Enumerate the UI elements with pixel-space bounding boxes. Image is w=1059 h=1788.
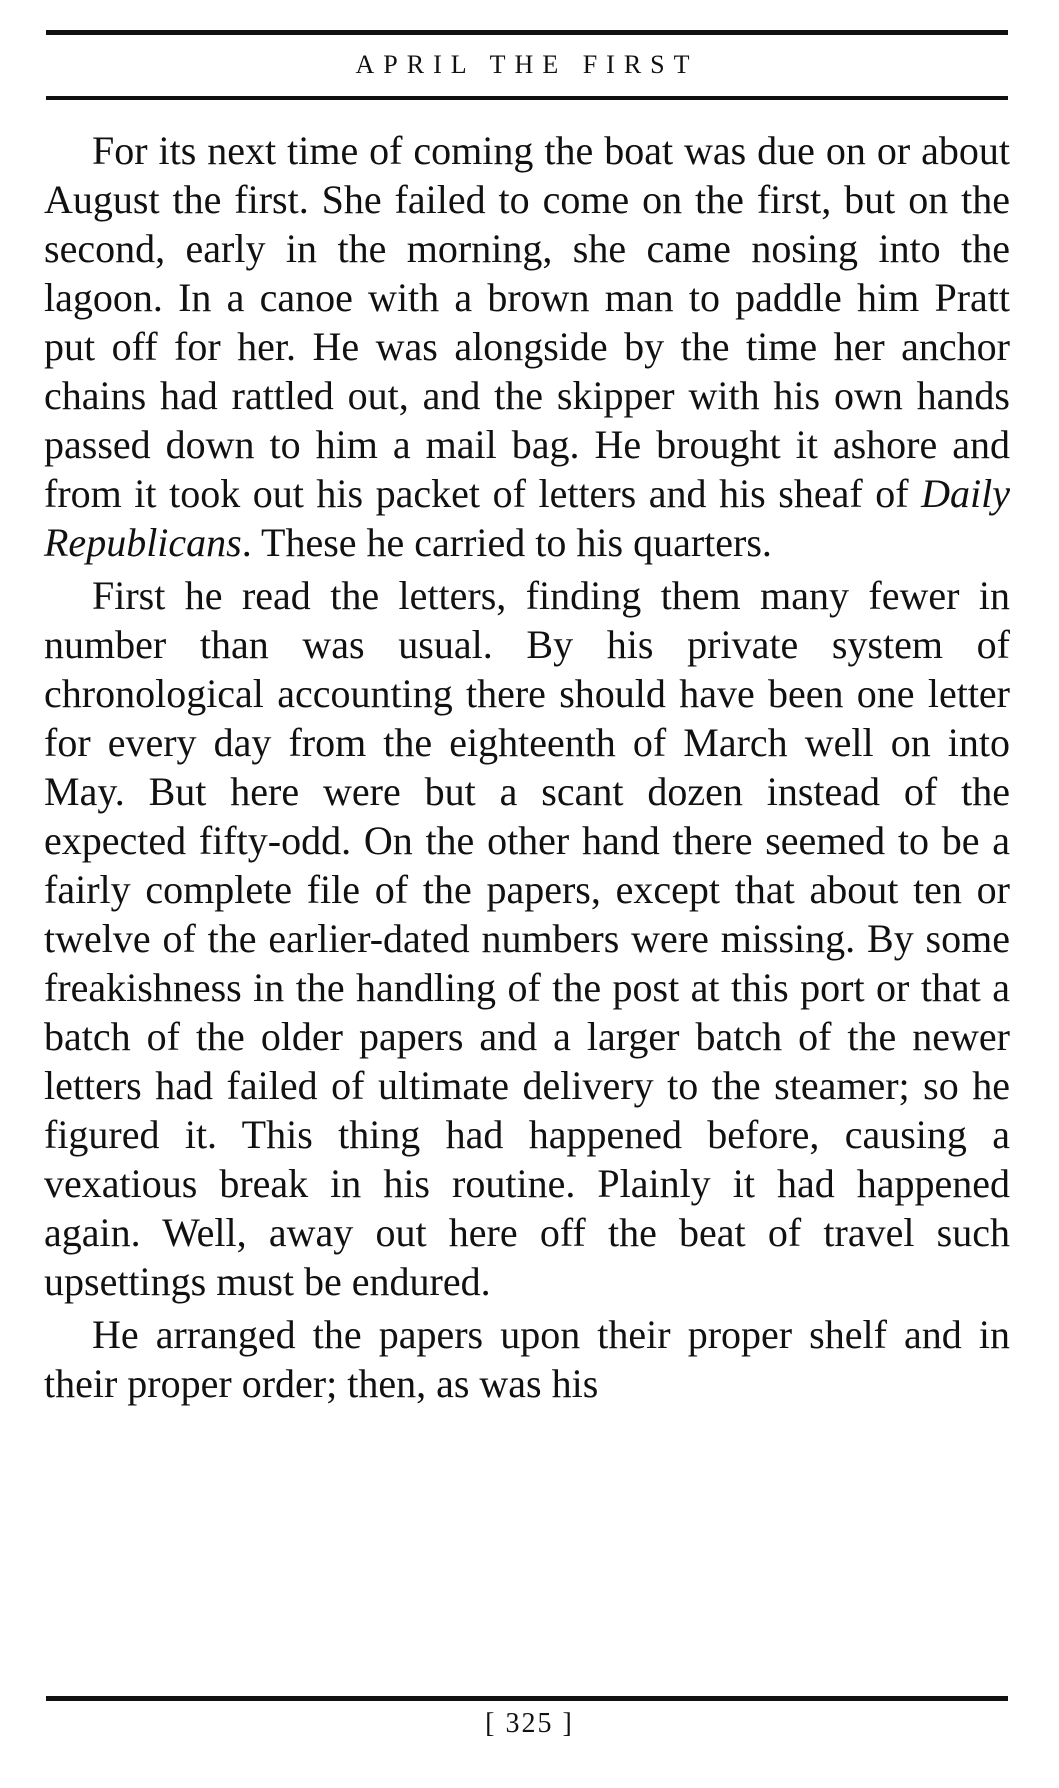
paragraph xyxy=(44,571,1010,1306)
head-rule xyxy=(46,96,1008,100)
paragraph xyxy=(44,126,1010,567)
top-rule xyxy=(46,30,1008,35)
body-text xyxy=(44,126,1010,1408)
bottom-rule xyxy=(46,1696,1008,1701)
text-run: He arranged the papers upon their proper shelf and in their proper order; then, as was his xyxy=(44,1312,1010,1406)
paragraph xyxy=(44,1310,1010,1408)
text-run: For its next time of coming the boat was due on or about August the first. She failed to come on the first, but on the second, early in the morning, she came nosing into the lagoon. In a canoe with a brown man to paddle him Pratt put off for her. He was alongside by the time her anchor chains had rattled out, and the skipper with his own hands passed down to him a mail bag. He brought it ashore and from it took out his packet of letters and his sheaf of xyxy=(44,128,1010,516)
text-run: First he read the letters, finding them many fewer in number than was usual. By his private system of chronological accounting there should have been one letter for every day from the eighteenth of March well on into May. But here were but a scant dozen instead of the expected fifty-odd. On the other hand there seemed to be a fairly complete file of the papers, except that about ten or twelve of the earlier-dated numbers were missing. By some freakishness in the handling of the post at this port or that a batch of the older papers and a larger batch of the newer letters had failed of ultimate delivery to the steamer; so he figured it. This thing had happened before, causing a vexatious break in his routine. Plainly it had happened again. Well, away out here off the beat of travel such upsettings must be endured. xyxy=(44,573,1010,1304)
page-number: [ 325 ] xyxy=(485,1708,574,1739)
text-run: . These he carried to his quarters. xyxy=(241,520,772,565)
running-head: APRIL THE FIRST xyxy=(355,50,699,79)
italic-title: Daily Republicans xyxy=(44,471,1010,565)
